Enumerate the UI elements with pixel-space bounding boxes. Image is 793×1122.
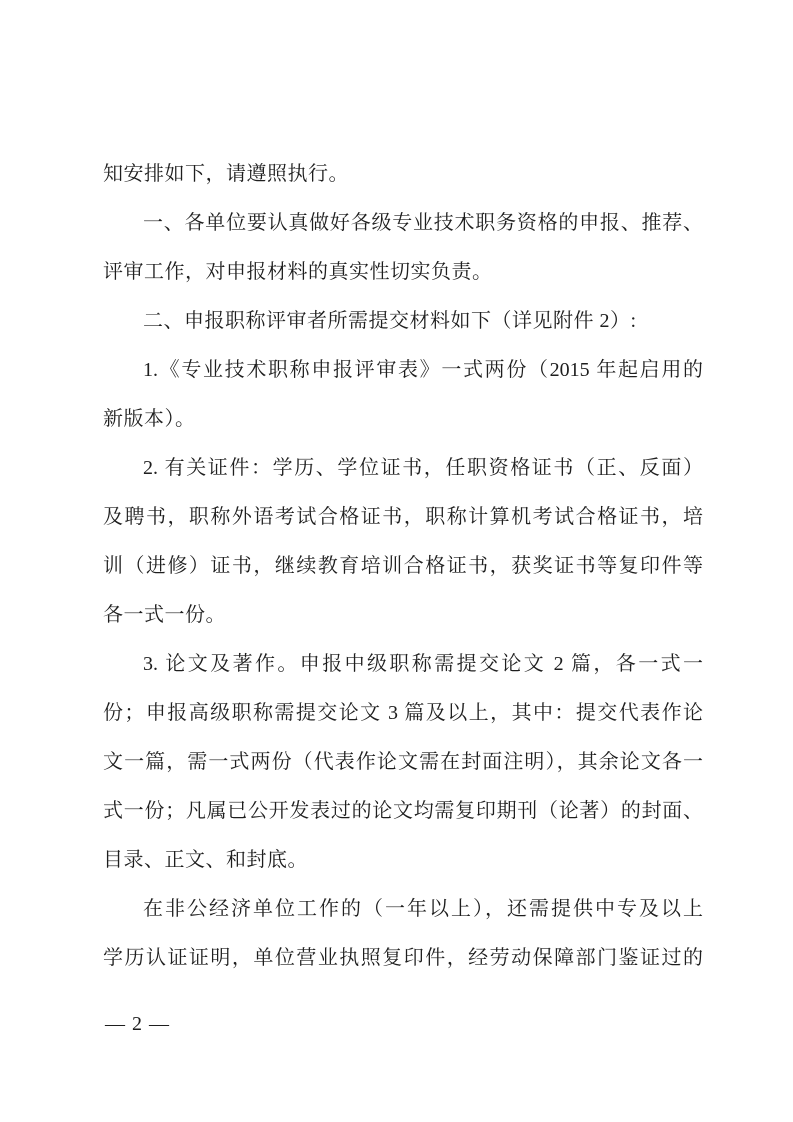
- page-number: — 2 —: [105, 1013, 170, 1035]
- text-line-2: 一、各单位要认真做好各级专业技术职务资格的申报、推荐、: [143, 212, 703, 234]
- text-line-3: 评审工作，对申报材料的真实性切实负责。: [103, 261, 493, 283]
- text-line-13: 文一篇，需一式两份（代表作论文需在封面注明），其余论文各一: [103, 751, 703, 773]
- text-line-17: 学历认证证明，单位营业执照复印件，经劳动保障部门鉴证过的: [103, 947, 703, 969]
- text-line-14: 式一份；凡属已公开发表过的论文均需复印期刊（论著）的封面、: [103, 800, 703, 822]
- text-line-7: 2. 有关证件：学历、学位证书，任职资格证书（正、反面）: [143, 457, 703, 479]
- text-line-10: 各一式一份。: [103, 604, 226, 626]
- text-line-12: 份；申报高级职称需提交论文 3 篇及以上，其中：提交代表作论: [103, 702, 703, 724]
- text-line-11: 3. 论文及著作。申报中级职称需提交论文 2 篇，各一式一: [143, 653, 703, 675]
- text-line-15: 目录、正文、和封底。: [103, 849, 308, 871]
- text-line-5: 1.《专业技术职称申报评审表》一式两份（2015 年起启用的: [143, 359, 703, 381]
- text-line-6: 新版本）。: [103, 408, 196, 430]
- document-body: [103, 150, 703, 983]
- text-line-1: 知安排如下，请遵照执行。: [103, 163, 349, 185]
- text-line-9: 训（进修）证书，继续教育培训合格证书，获奖证书等复印件等: [103, 555, 703, 577]
- text-line-4: 二、申报职称评审者所需提交材料如下（详见附件 2）:: [143, 310, 637, 332]
- text-line-8: 及聘书，职称外语考试合格证书，职称计算机考试合格证书，培: [103, 506, 703, 528]
- text-line-16: 在非公经济单位工作的（一年以上），还需提供中专及以上: [143, 898, 703, 920]
